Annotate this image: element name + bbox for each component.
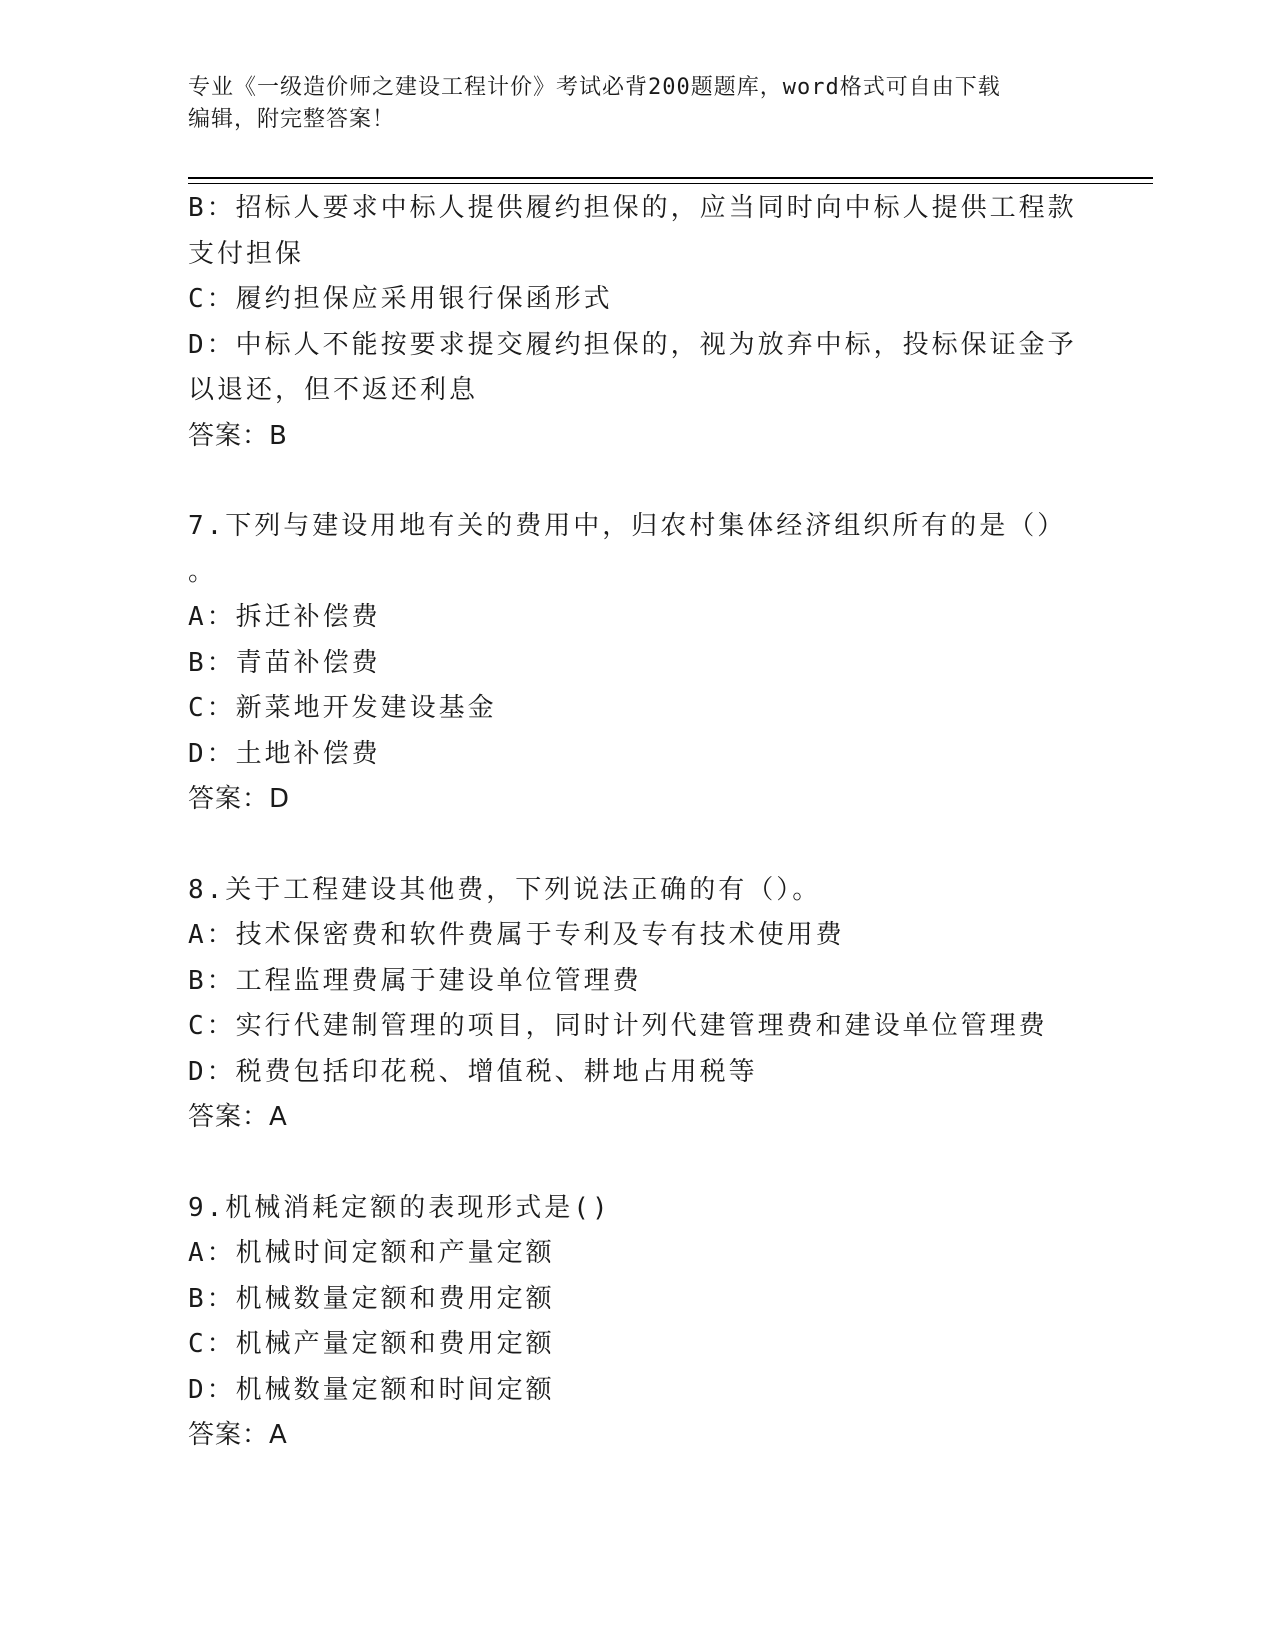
q8-option-b: B：工程监理费属于建设单位管理费 — [188, 965, 642, 996]
document-header — [188, 72, 1068, 136]
q7-answer: 答案：D — [188, 784, 291, 814]
q8-option-a: A：技术保密费和软件费属于专利及专有技术使用费 — [188, 920, 845, 950]
question-7 — [188, 504, 1068, 823]
question-6-continued — [188, 186, 1077, 459]
q6-option-c: C：履约担保应采用银行保函形式 — [188, 284, 613, 314]
q7-option-a: A：拆迁补偿费 — [188, 602, 381, 632]
q8-option-c: C：实行代建制管理的项目，同时计列代建管理费和建设单位管理费 — [188, 1011, 1048, 1041]
header-title-line-1: 专业《一级造价师之建设工程计价》考试必背200题题库，word格式可自由下载 — [188, 75, 1001, 100]
header-divider-thick — [188, 177, 1153, 179]
q9-answer: 答案：A — [188, 1420, 288, 1450]
q6-answer: 答案：B — [188, 420, 288, 451]
q6-option-b-line-2: 支付担保 — [188, 238, 305, 269]
q8-stem: 8.关于工程建设其他费，下列说法正确的有（）。 — [188, 874, 822, 905]
question-spacer — [188, 1141, 1068, 1186]
q9-option-b: B：机械数量定额和费用定额 — [188, 1283, 555, 1314]
q7-option-d: D：土地补偿费 — [188, 738, 381, 769]
q7-stem-line-1: 7.下列与建设用地有关的费用中，归农村集体经济组织所有的是（） — [188, 511, 1067, 541]
question-list — [188, 186, 1077, 1459]
question-8 — [188, 868, 1068, 1141]
q6-option-b-line-1: B：招标人要求中标人提供履约担保的，应当同时向中标人提供工程款 — [188, 193, 1077, 223]
header-divider-thin — [188, 183, 1153, 184]
q7-option-b: B：青苗补偿费 — [188, 647, 381, 678]
question-9 — [188, 1186, 1068, 1459]
q9-option-d: D：机械数量定额和时间定额 — [188, 1374, 555, 1405]
q7-option-c: C：新菜地开发建设基金 — [188, 693, 497, 723]
q8-option-d: D：税费包括印花税、增值税、耕地占用税等 — [188, 1056, 758, 1087]
q6-option-d-line-2: 以退还，但不返还利息 — [188, 375, 479, 405]
q8-answer: 答案：A — [188, 1102, 288, 1132]
q9-option-a: A：机械时间定额和产量定额 — [188, 1238, 555, 1268]
question-spacer — [188, 823, 1068, 868]
header-title-line-2: 编辑，附完整答案！ — [188, 107, 396, 132]
q7-stem-line-2: 。 — [188, 556, 218, 587]
question-spacer — [188, 459, 1068, 504]
q6-option-d-line-1: D：中标人不能按要求提交履约担保的，视为放弃中标，投标保证金予 — [188, 329, 1077, 360]
q9-option-c: C：机械产量定额和费用定额 — [188, 1329, 555, 1359]
q9-stem: 9.机械消耗定额的表现形式是() — [188, 1192, 611, 1223]
